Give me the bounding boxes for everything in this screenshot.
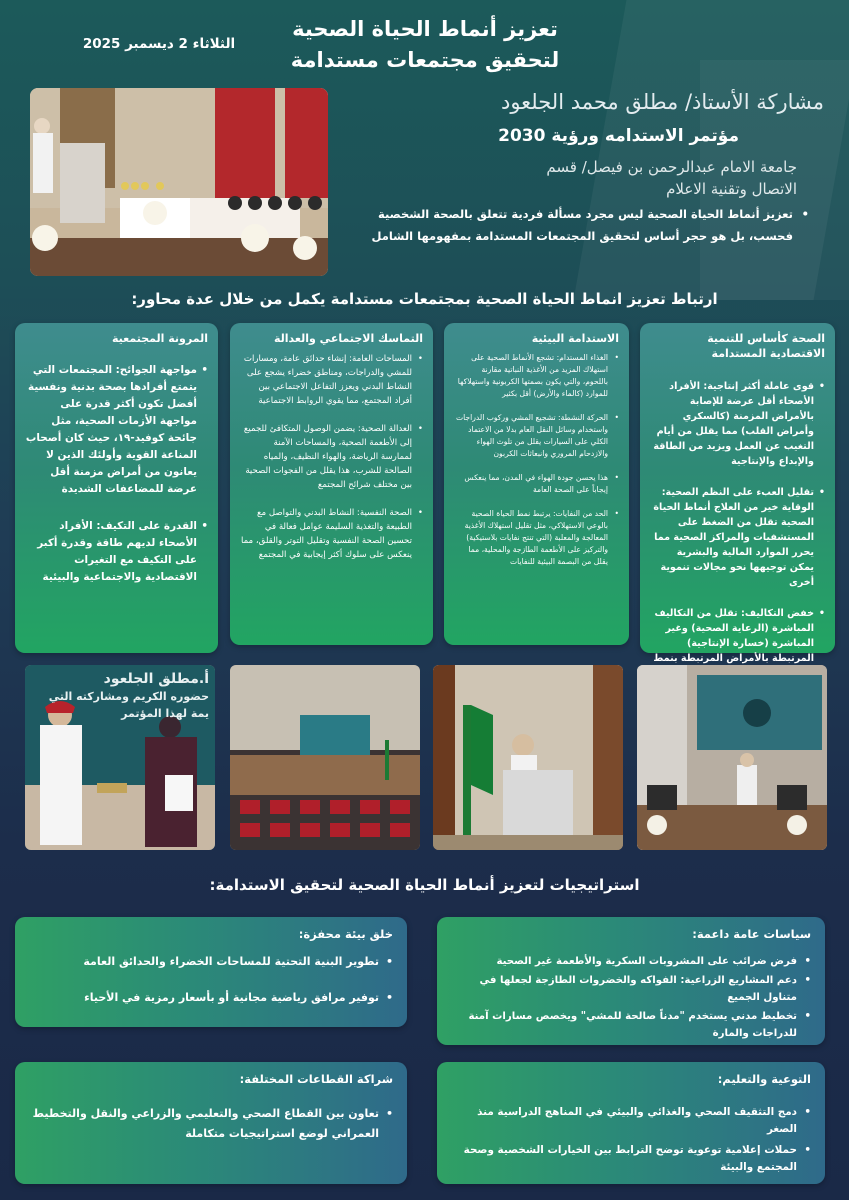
certificate-banner-text: أ.مطلق الجلعود حضوره الكريم ومشاركته التي يمة لهذا المؤتمر bbox=[48, 671, 209, 720]
axis-item: • الحد من النفايات: يرتبط نمط الحياة الصحية بالوعي الاستهلاكي، مثل تقليل استهلاك الأغذية المعالجة والمعلبة (التي تنتج نفايات بلاستيكية) والتركيز على الأطعمة الطازجة والمحلية، مما يقلل من البصمة البيئية للنفايات bbox=[454, 508, 619, 568]
strategy-item: • تعاون بين القطاع الصحي والتعليمي والزراعي والنقل والتخطيط العمراني لوضع استراتيجيات متكاملة bbox=[29, 1104, 393, 1144]
axis-item: • الحركة النشطة: تشجيع المشي وركوب الدراجات واستخدام وسائل النقل العام بدلا من الاعتماد الكلي على السيارات يقلل من تلوث الهواء والازدحام المروري وانبعاثات الكربون bbox=[454, 412, 619, 460]
speaker-name: مشاركة الأستاذ/ مطلق محمد الجلعود bbox=[500, 90, 824, 114]
strategy-card-environment bbox=[15, 917, 407, 1027]
strategy-item: • حملات إعلامية توعوية توضح الترابط بين الخيارات الشخصية وصحة المجتمع والبيئة bbox=[451, 1142, 811, 1176]
axis-item: • خفض التكاليف: تقلل من التكاليف المباشرة (الرعاية الصحية) وغير المباشرة (خسارة الإنتاجية) المرتبطة بالأمراض المرتبطة بنمط bbox=[650, 606, 825, 681]
university-affiliation: جامعة الامام عبدالرحمن بن فيصل/ قسم الاتصال وتقنية الاعلام bbox=[546, 158, 797, 198]
strategies-section-title: استراتيجيات لتعزيز أنماط الحياة الصحية لتحقيق الاستدامة: bbox=[209, 876, 640, 894]
axis-card-title: المرونة المجتمعية bbox=[111, 332, 208, 345]
event-photo-certificate bbox=[25, 665, 215, 850]
strategy-item: • فرض ضرائب على المشروبات السكرية والأطعمة غير الصحية bbox=[451, 953, 811, 970]
intro-text: • تعزيز أنماط الحياة الصحية ليس مجرد مسألة فردية تتعلق بالصحة الشخصية فحسب، بل هو حجر أساس لتحقيق المجتمعات المستدامة بمفهومها الشامل bbox=[364, 203, 809, 247]
axis-card-economic bbox=[640, 323, 835, 664]
axis-item: • مواجهة الجوائح: المجتمعات التي يتمتع أفرادها بصحة بدنية ونفسية أفضل تكون أكثر قدرة على مواجهة الأزمات الصحية، مثل جائحة كوفيد-١٩، حيث كان أصحاب المناعة القوية وأولئك الذين لا يعانون من أمراض مزمنة أقل عرضة للمضاعفات الشديدة bbox=[25, 362, 208, 498]
strategy-card-title: سياسات عامة داعمة: bbox=[692, 927, 811, 941]
axis-item: • المساحات العامة: إنشاء حدائق عامة، ومسارات للمشي والدراجات، ومناطق خضراء يشجع على النشاط البدني ويعزز التفاعل الاجتماعي بين أفراد المجتمع، مما يقوي الروابط الاجتماعية bbox=[240, 352, 423, 408]
strategy-card-partnership bbox=[15, 1062, 407, 1184]
axis-item: • قوى عاملة أكثر إنتاجية: الأفراد الأصحاء أقل عرضة للإصابة بالأمراض المزمنة (كالسكري وأمراض القلب) مما يقلل من أيام التغيب عن العمل ويزيد من الطاقة والإبداع والإنتاجية bbox=[650, 379, 825, 469]
axis-card-resilience bbox=[15, 323, 218, 653]
strategy-card-title: خلق بيئة محفزة: bbox=[298, 927, 393, 941]
axes-section-title: ارتباط تعزيز انماط الحياة الصحية بمجتمعات مستدامة يكمل من خلال عدة محاور: bbox=[131, 290, 718, 308]
event-photo-podium bbox=[30, 88, 328, 276]
strategy-item: • تخطيط مدني يستخدم "مدناً صالحة للمشي" ويخصص مسارات آمنة للدراجات والمارة bbox=[451, 1008, 811, 1042]
axis-card-title: التماسك الاجتماعي والعدالة bbox=[273, 332, 423, 345]
axis-item: • القدرة على التكيف: الأفراد الأصحاء لديهم طاقة وقدرة أكبر على التكيف مع التغيرات الاقتصادية والاجتماعية والبيئية bbox=[25, 518, 208, 586]
conference-name: مؤتمر الاستدامه ورؤية 2030 bbox=[498, 126, 739, 146]
axis-card-environmental bbox=[444, 323, 629, 645]
page-title: تعزيز أنماط الحياة الصحية لتحقيق مجتمعات مستدامة bbox=[290, 17, 560, 72]
strategy-card-policies bbox=[437, 917, 825, 1045]
axis-card-social bbox=[230, 323, 433, 645]
strategy-card-title: شراكة القطاعات المختلفة: bbox=[239, 1072, 393, 1086]
event-date: الثلاثاء 2 ديسمبر 2025 bbox=[82, 36, 236, 52]
strategy-item: • توفير مرافق رياضية مجانية أو بأسعار رمزية في الأحياء bbox=[29, 989, 393, 1007]
event-photo-speaker bbox=[433, 665, 623, 850]
axis-item: • تقليل العبء على النظم الصحية: الوقاية خير من العلاج أنماط الحياة الصحية تقلل من الضغط على المستشفيات والمراكز الصحية مما يحرر الموارد المالية والبشرية يمكن توجيهها نحو مجالات تنموية أخرى bbox=[650, 485, 825, 590]
axis-item: • الصحة النفسية: النشاط البدني والتواصل مع الطبيعة والتغذية السليمة عوامل فعالة في تحسين الصحة النفسية وتقليل التوتر والقلق، مما ينعكس على سلوك أكثر إيجابية في المجتمع bbox=[240, 506, 423, 562]
strategy-item: • دمج التثقيف الصحي والغذائي والبيئي في المناهج الدراسية منذ الصغر bbox=[451, 1104, 811, 1138]
event-photo-hall bbox=[230, 665, 420, 850]
strategy-card-title: التوعية والتعليم: bbox=[717, 1072, 811, 1086]
axis-card-title: الصحة كأساس للتنمية الاقتصادية المستدامة bbox=[707, 332, 825, 360]
axis-card-title: الاستدامة البيئية bbox=[531, 332, 619, 345]
axis-item: • العدالة الصحية: يضمن الوصول المتكافئ للجميع إلى الأطعمة الصحية، والمساحات الآمنة لممارسة الرياضة، والهواء النظيف، والمياه الصالحة للشرب، هذا يقلل من الفجوات الصحية بين مختلف شرائح المجتمع bbox=[240, 422, 423, 492]
axis-item: • الغذاء المستدام: تشجع الأنماط الصحية على استهلاك المزيد من الأغذية النباتية مقارنة باللحوم، والتي يكون بصمتها الكربونية واستهلاكها للموارد (كالماء والأرض) أقل بكثير bbox=[454, 352, 619, 400]
strategy-card-awareness bbox=[437, 1062, 825, 1184]
event-photo-panel bbox=[637, 665, 827, 850]
strategy-item: • دعم المشاريع الزراعية: الفواكه والخضروات الطازجة لجعلها في متناول الجميع bbox=[451, 972, 811, 1006]
axis-item: • هذا يحسن جودة الهواء في المدن، مما ينعكس إيجاباً على الصحة العامة bbox=[454, 472, 619, 496]
strategy-item: • تطوير البنية التحتية للمساحات الخضراء والحدائق العامة bbox=[29, 953, 393, 971]
